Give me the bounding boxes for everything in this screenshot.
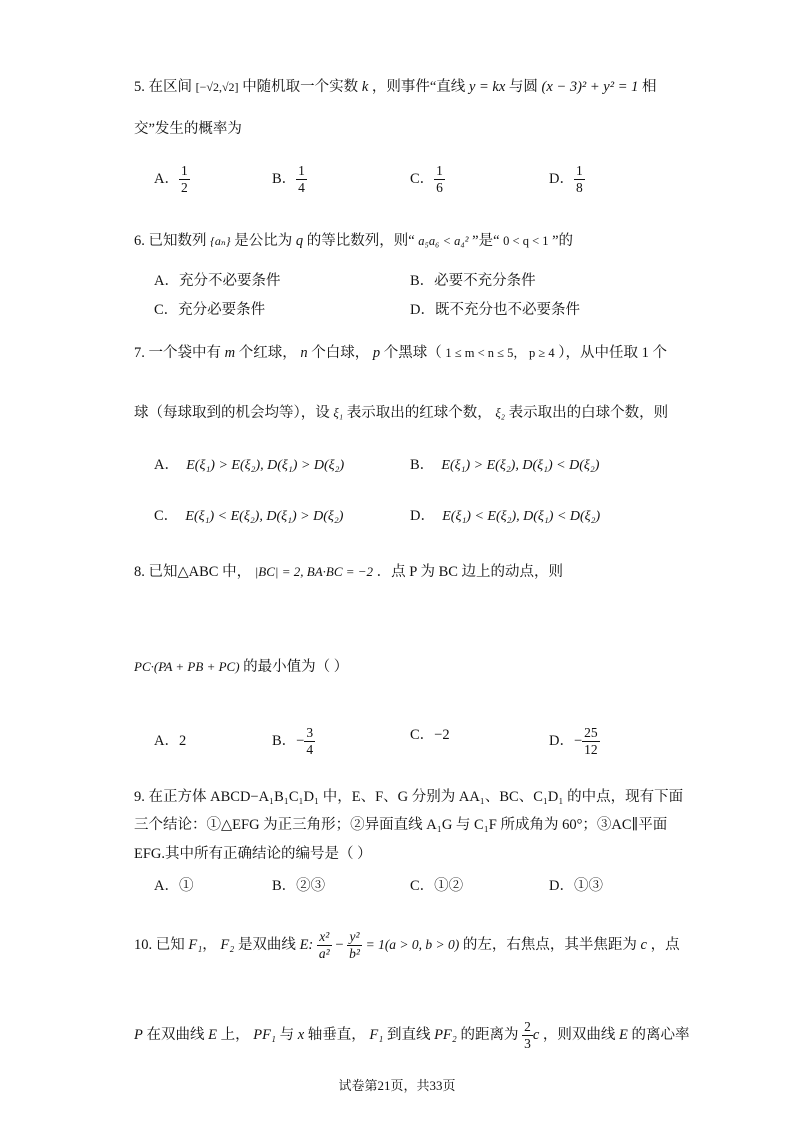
question-number: 6. [134, 233, 145, 249]
option-b: B．②③ [272, 878, 326, 894]
question-number: 9. [134, 789, 145, 805]
question-number: 10. [134, 937, 153, 953]
question-6-stem: 6. 已知数列 {aₙ} 是公比为 q 的等比数列，则“ a₅a₆ < a₄² ”是“ 0 < q < 1 ”的 [134, 233, 574, 249]
question-9-line-3: EFG.其中所有正确结论的编号是（ ） [134, 846, 372, 862]
option-b: B．− $\frac{3}{4}$ [272, 725, 314, 758]
question-5-line-2: 交”发生的概率为 [134, 121, 242, 137]
interval: [−√2,√2] [195, 80, 239, 94]
vector-condition: |BC| = 2, BA·BC = −2 [254, 564, 374, 579]
option-c: C． E(ξ₁) < E(ξ₂), D(ξ₁) > D(ξ₂) [154, 508, 344, 524]
option-a: A． E(ξ₁) > E(ξ₂), D(ξ₁) > D(ξ₂) [154, 457, 345, 473]
page-footer: 试卷第21页，共33页 [338, 1078, 456, 1093]
option-d: D．既不充分也不必要条件 [410, 302, 580, 318]
circle-equation: (x − 3)² + y² = 1 [541, 79, 639, 95]
option-a: A．2 [154, 733, 187, 749]
question-number: 5. [134, 79, 145, 95]
option-b: B． $\frac{1}{4}$ [272, 163, 305, 196]
option-c: C． $\frac{1}{6}$ [410, 163, 443, 196]
question-7-line-1: 7. 一个袋中有 m 个红球， n 个白球， p 个黑球（ 1 ≤ m < n ≤ 5， p ≥ 4 ），从中任取 1 个 [134, 345, 667, 361]
question-number: 7. [134, 345, 145, 361]
option-c: C．充分必要条件 [154, 302, 266, 318]
vector-expression: PC·(PA + PB + PC) [134, 659, 240, 674]
option-c: C．−2 [410, 727, 450, 743]
option-d: D．− $\frac{25}{12}$ [549, 725, 598, 758]
option-a: A．充分不必要条件 [154, 273, 281, 289]
option-a: A．① [154, 878, 194, 894]
question-8-line-1: 8. 已知△ABC 中， |BC| = 2, BA·BC = −2 ．点 P 为 BC 边上的动点，则 [134, 564, 564, 580]
option-b: B． E(ξ₁) > E(ξ₂), D(ξ₁) < D(ξ₂) [410, 457, 600, 473]
line-equation: y = kx [468, 79, 506, 95]
question-9-line-1: 9. 在正方体 ABCD−A₁B₁C₁D₁ 中，E、F、G 分别为 AA₁、BC、C₁D₁ 的中点，现有下面 [134, 789, 684, 805]
question-5-line-1: 5. 在区间 [−√2,√2] 中随机取一个实数 k ，则事件“直线 y = kx 与圆 (x − 3)² + y² = 1 相 [134, 79, 657, 95]
option-d: D．①③ [549, 878, 603, 894]
option-c: C．①② [410, 878, 464, 894]
option-b: B．必要不充分条件 [410, 273, 536, 289]
question-number: 8. [134, 564, 145, 580]
question-10-line-2: P 在双曲线 E 上， PF₁ 与 x 轴垂直， F₁ 到直线 PF₂ 的距离为 $\frac{2}{3}$ c ，则双曲线 E 的离心率 [134, 1019, 690, 1052]
option-d: D． E(ξ₁) < E(ξ₂), D(ξ₁) < D(ξ₂) [410, 508, 601, 524]
question-10-line-1: 10. 已知 F₁， F₂ 是双曲线 E: $\frac{\text{x²}}{\text{a²}}$ − $\frac{\text{y²}}{\text{b²}}$ = 1(a > 0, b > 0) 的左，右焦点，其半焦距为 c ，点 [134, 929, 680, 962]
option-d: D． $\frac{1}{8}$ [549, 163, 583, 196]
question-8-line-2: PC·(PA + PB + PC) 的最小值为（ ） [134, 659, 349, 675]
question-9-line-2: 三个结论：①△EFG 为正三角形；②异面直线 A₁G 与 C₁F 所成角为 60°；③AC∥平面 [134, 817, 668, 833]
option-a: A． $\frac{1}{2}$ [154, 163, 188, 196]
question-7-line-2: 球（每球取到的机会均等），设 ξ₁ 表示取出的红球个数， ξ₂ 表示取出的白球个数，则 [134, 405, 669, 421]
